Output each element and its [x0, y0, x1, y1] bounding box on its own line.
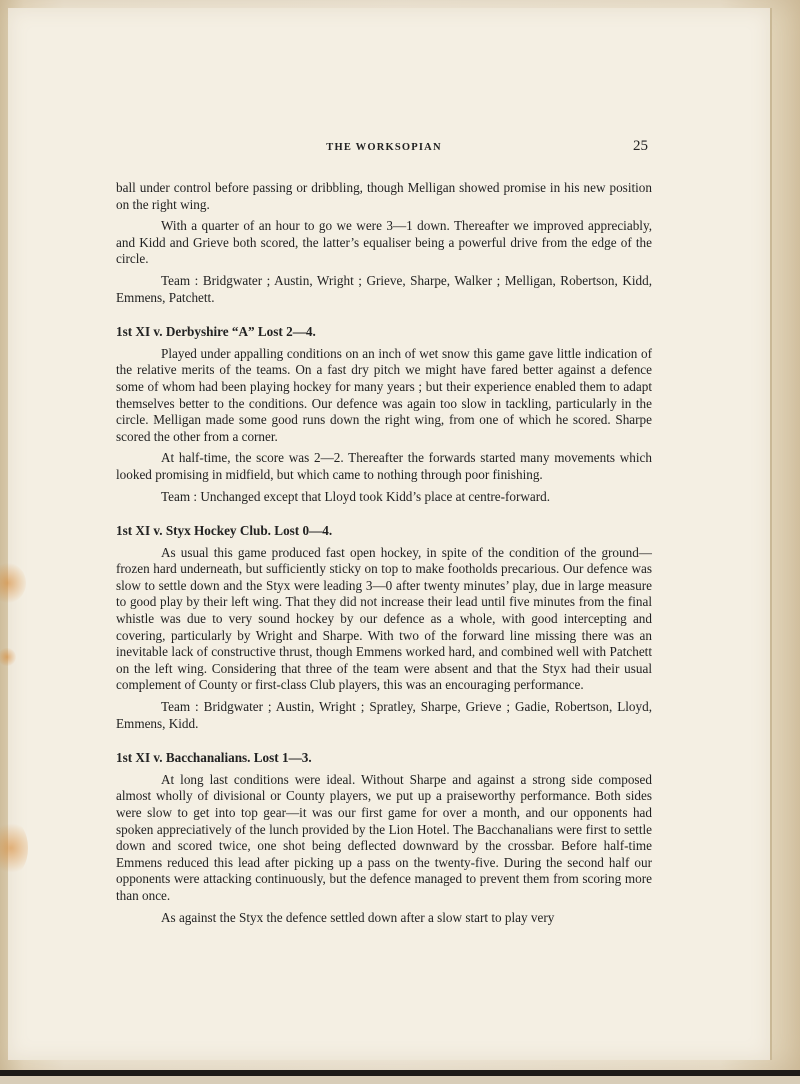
section-heading: 1st XI v. Bacchanalians. Lost 1—3.	[116, 750, 312, 766]
paragraph: As against the Styx the defence settled down after a slow start to play very	[161, 909, 555, 925]
page-body	[116, 132, 652, 926]
paragraph: Played under appalling conditions on an inch of wet snow this game gave little indication of the relative merits of the teams. On a fast dry pitch we might have fared better against a defence some of whom had been playing hockey for many years ; but their experience enabled them to adapt themselves better to the conditions. Our defence was again too slow in tackling, particularly in the circle. Melligan made some good runs down the right wing, from one of which he scored. Sharpe scored the other from a corner.	[116, 345, 652, 444]
paragraph: At long last conditions were ideal. Without Sharpe and against a strong side composed almost wholly of divisional or County players, we put up a praiseworthy performance. Both sides were slow to get into top gear—it was our first game for over a month, and our opponents had spoken appreciatively of the lunch provided by the Lion Hotel. The Bacchanalians were first to settle down and scored twice, one shot being deflected downward by the crossbar. Before half-time Emmens reduced this lead after picking up a pass on the twenty-five. During the second half our opponents were attacking continuously, but the defence managed to prevent them from scoring more than once.	[116, 771, 652, 903]
stain-mark	[0, 820, 28, 876]
paragraph: With a quarter of an hour to go we were 3—1 down. Thereafter we improved appreciably, and Kidd and Grieve both scored, the latter’s equaliser being a powerful drive from the edge of the circle.	[116, 218, 652, 267]
team-list: Team : Bridgwater ; Austin, Wright ; Spratley, Sharpe, Grieve ; Gadie, Robertson, Lloyd, Emmens, Kidd.	[116, 699, 652, 731]
paragraph: As usual this game produced fast open hockey, in spite of the condition of the ground—frozen hard underneath, but sufficiently sticky on top to make footholds precarious. Our defence was slow to settle down and the Styx were leading 3—0 after twenty minutes’ play, due in large measure to good play by their left wing. That they did not increase their lead until five minutes from the final whistle was due to very sound hockey by our defence as a whole, with good intercepting and covering, particularly by Wright and Sharpe. With two of the forward line missing there was an inevitable lack of constructive thrust, though Emmens worked hard, and combined well with Patchett on the left wing. Considering that three of the team were absent and that the Styx had their usual complement of County or first-class Club players, this was an encouraging performance.	[116, 544, 652, 693]
page-number: 25	[633, 138, 648, 154]
stain-mark	[0, 563, 26, 603]
team-list: Team : Unchanged except that Lloyd took Kidd’s place at centre-forward.	[161, 488, 551, 504]
paragraph: ball under control before passing or dribbling, though Melligan showed promise in his new position on the right wing.	[116, 180, 652, 212]
section-heading: 1st XI v. Styx Hockey Club. Lost 0—4.	[116, 523, 333, 539]
running-title: THE WORKSOPIAN	[326, 142, 442, 153]
paragraph: At half-time, the score was 2—2. Thereafter the forwards started many movements which looked promising in midfield, but which came to nothing through poor finishing.	[116, 450, 652, 482]
section-heading: 1st XI v. Derbyshire “A” Lost 2—4.	[116, 324, 316, 340]
team-list: Team : Bridgwater ; Austin, Wright ; Grieve, Sharpe, Walker ; Melligan, Robertson, Kidd, Emmens, Patchett.	[116, 272, 652, 305]
stain-mark	[0, 648, 16, 666]
